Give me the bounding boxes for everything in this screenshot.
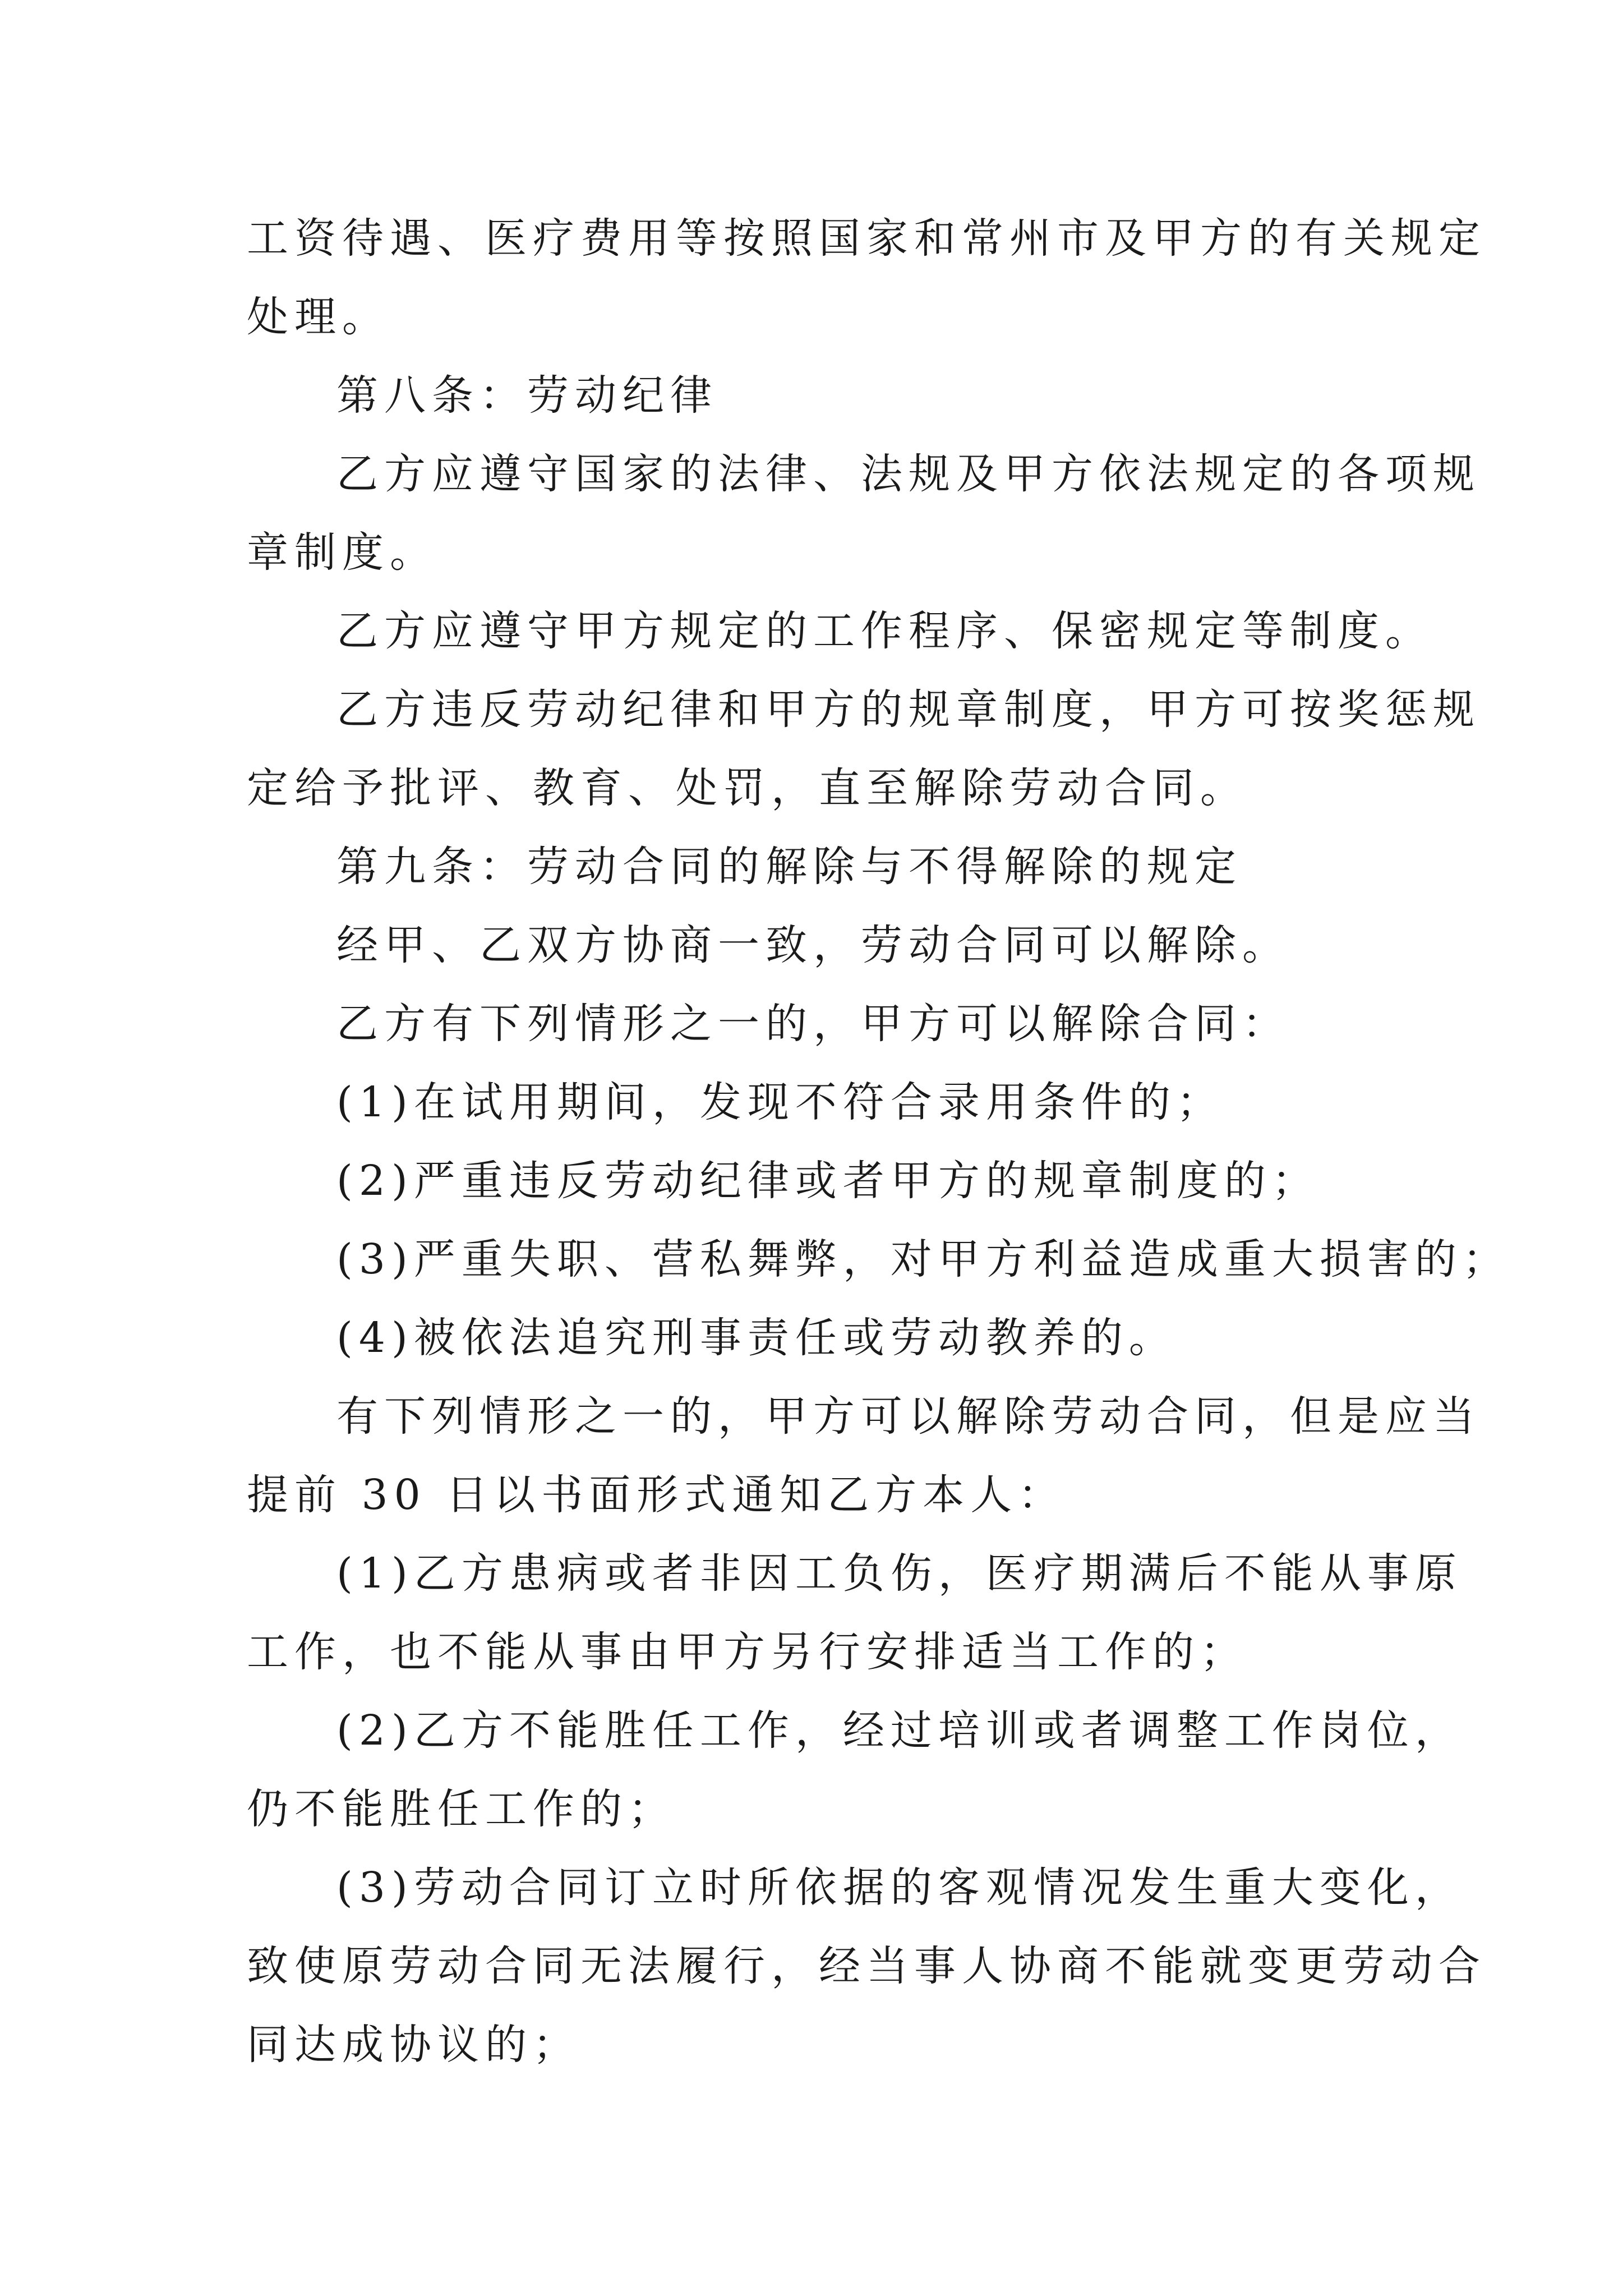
- text-line: 有下列情形之一的，甲方可以解除劳动合同，但是应当: [336, 1392, 1481, 1441]
- text-line: 处理。: [247, 293, 390, 341]
- text-line: 仍不能胜任工作的；: [247, 1785, 676, 1833]
- list-item: (1)乙方患病或者非因工负伤，医疗期满后不能从事原: [336, 1549, 1463, 1598]
- text-line: 同达成协议的；: [247, 2021, 580, 2069]
- list-item: (1)在试用期间，发现不符合录用条件的；: [336, 1078, 1224, 1126]
- text-line: 致使原劳动合同无法履行，经当事人协商不能就变更劳动合: [247, 1942, 1486, 1990]
- text-line: 定给予批评、教育、处罚，直至解除劳动合同。: [247, 764, 1248, 812]
- article-heading: 第九条：劳动合同的解除与不得解除的规定: [336, 843, 1242, 891]
- text-line: 工资待遇、医疗费用等按照国家和常州市及甲方的有关规定: [247, 214, 1486, 263]
- list-item: (2)乙方不能胜任工作，经过培训或者调整工作岗位，: [336, 1706, 1463, 1755]
- text-line: 乙方有下列情形之一的，甲方可以解除合同：: [336, 1000, 1290, 1048]
- text-line: 章制度。: [247, 528, 437, 577]
- article-heading: 第八条：劳动纪律: [336, 371, 718, 420]
- text-line: 乙方违反劳动纪律和甲方的规章制度，甲方可按奖惩规: [336, 685, 1481, 734]
- list-item: (3)严重失职、营私舞弊，对甲方利益造成重大损害的；: [336, 1235, 1510, 1283]
- text-line: 乙方应遵守甲方规定的工作程序、保密规定等制度。: [336, 607, 1433, 655]
- text-line: 工作，也不能从事由甲方另行安排适当工作的；: [247, 1628, 1248, 1676]
- list-item: (4)被依法追究刑事责任或劳动教养的。: [336, 1314, 1177, 1362]
- list-item: (3)劳动合同订立时所依据的客观情况发生重大变化，: [336, 1864, 1463, 1912]
- text-line: 乙方应遵守国家的法律、法规及甲方依法规定的各项规: [336, 450, 1481, 498]
- text-line: 经甲、乙双方协商一致，劳动合同可以解除。: [336, 921, 1290, 969]
- list-item: (2)严重违反劳动纪律或者甲方的规章制度的；: [336, 1157, 1320, 1205]
- text-line: 提前 30 日以书面形式通知乙方本人：: [247, 1471, 1066, 1519]
